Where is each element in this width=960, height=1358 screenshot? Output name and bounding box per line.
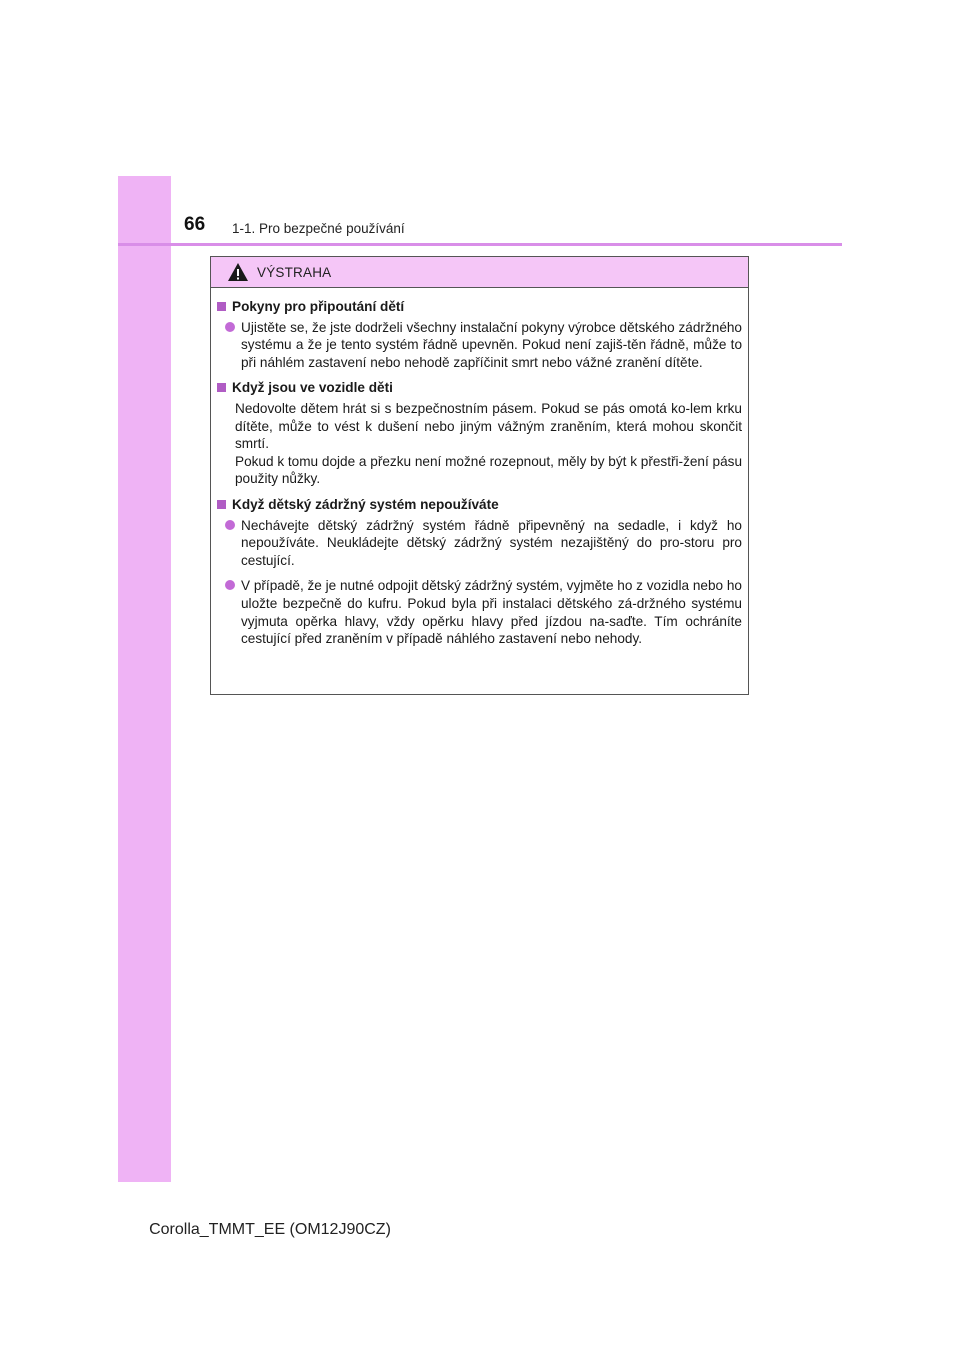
circle-bullet-icon <box>225 322 235 332</box>
header-color-tab <box>118 176 171 244</box>
warning-triangle-icon <box>227 262 249 282</box>
square-bullet-icon <box>217 302 226 311</box>
warning-box <box>210 256 749 695</box>
section-title-text: Pokyny pro připoutání dětí <box>232 299 405 314</box>
section-heading <box>217 298 742 316</box>
section-title: 1-1. Pro bezpečné používání <box>232 221 405 236</box>
section-restraint-not-used <box>217 496 742 648</box>
list-item-text: Ujistěte se, že jste dodrželi všechny instalační pokyny výrobce dětského zádržného systému a že je tento systém řádně upevněn. Pokud není zajiš-těn řádně, může to při náhlém zastavení nebo nehodě zapříčinit smrt nebo vážné zranění dítěte. <box>241 319 742 370</box>
section-title-text: Když dětský zádržný systém nepoužíváte <box>232 496 499 512</box>
page-number: 66 <box>184 214 206 235</box>
circle-bullet-icon <box>225 580 235 590</box>
square-bullet-icon <box>217 383 226 392</box>
list-item-text: Nechávejte dětský zádržný systém řádně připevněný na sedadle, i když ho nepoužíváte. Neukládejte dětský zádržný systém nezajištěný do pro-storu pro cestující. <box>241 517 742 568</box>
paragraph: Pokud k tomu dojde a přezku není možné rozepnout, měly by být k přestři-žení pásu použity nůžky. <box>235 453 743 487</box>
list-item <box>225 319 742 372</box>
header-divider <box>118 243 842 246</box>
warning-header <box>211 257 748 288</box>
side-color-band <box>118 176 171 1182</box>
list-item <box>225 577 742 647</box>
section-child-restraint-instructions <box>217 298 742 371</box>
warning-label: VÝSTRAHA <box>257 264 332 280</box>
section-title-text: Když jsou ve vozidle děti <box>232 380 393 396</box>
warning-body <box>211 288 748 648</box>
list-item <box>225 517 742 570</box>
square-bullet-icon <box>217 500 226 509</box>
section-heading <box>217 496 742 514</box>
section-children-in-vehicle <box>217 379 742 488</box>
circle-bullet-icon <box>225 520 235 530</box>
section-heading <box>217 379 742 397</box>
list-item-text: V případě, že je nutné odpojit dětský zádržný systém, vyjměte ho z vozidla nebo ho uložte bezpečně do kufru. Pokud byla při instalaci dětského zá-držného systému vyjmuta opěrka hlavy, vždy opěrku hlavy před jízdou na-saďte. Tím ochráníte cestující před zraněním v případě náhlého zastavení nebo nehody. <box>241 578 742 647</box>
section-paragraphs <box>235 400 742 488</box>
footer-document-id: Corolla_TMMT_EE (OM12J90CZ) <box>149 1221 391 1238</box>
paragraph: Nedovolte dětem hrát si s bezpečnostním pásem. Pokud se pás omotá ko-lem krku dítěte, může to vést k dušení nebo jiným vážným zraněním, která mohou skončit smrtí. <box>235 400 742 452</box>
